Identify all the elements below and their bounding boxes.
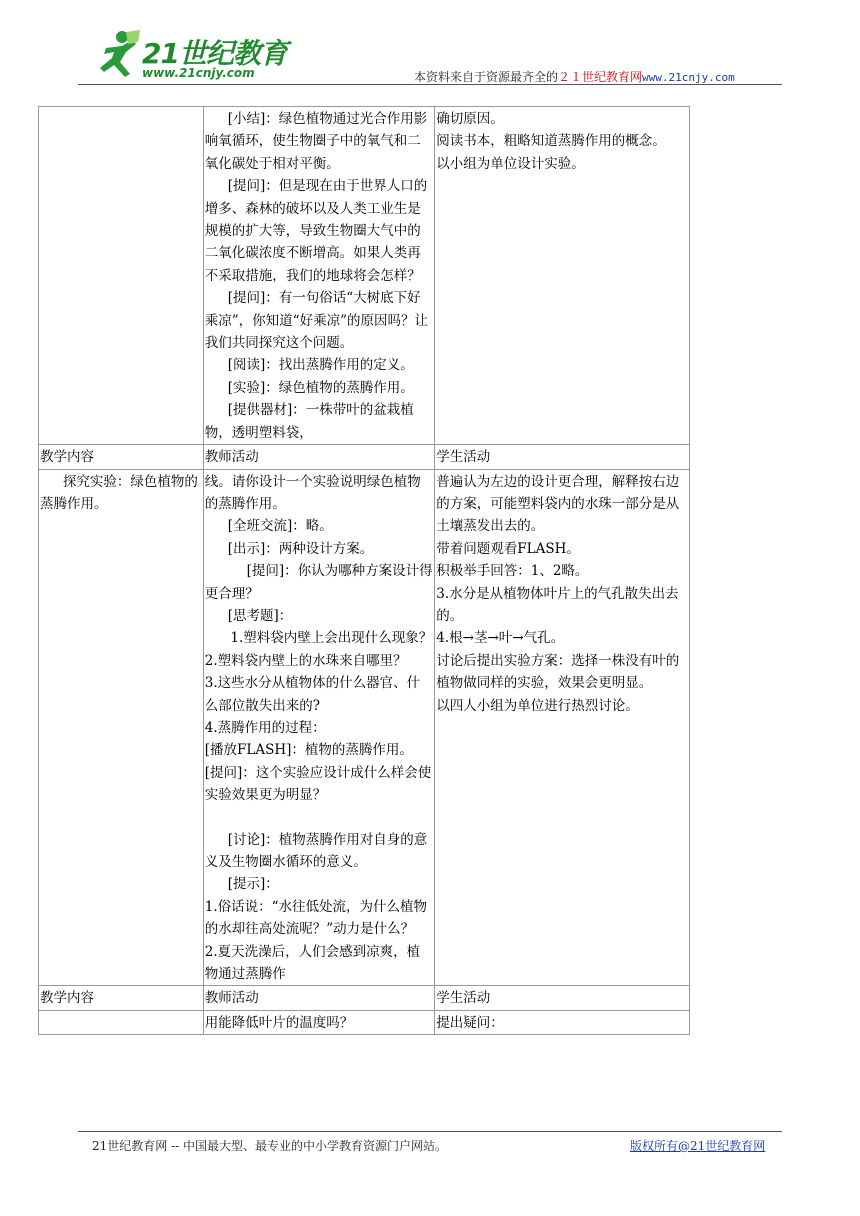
cell-paragraph: [思考题]：	[227, 607, 293, 624]
cell-paragraph: 3.水分是从植物体叶片上的气孔散失出去的。	[436, 585, 679, 624]
teaching-content-cell	[39, 469, 204, 986]
teaching-content-cell-header: 教学内容	[39, 445, 204, 469]
cell-paragraph: [提问]：你认为哪种方案设计得更合理？	[204, 563, 433, 602]
cell-paragraph: 4.蒸腾作用的过程：	[204, 719, 326, 736]
cell-paragraph: 提出疑问：	[436, 1014, 504, 1031]
table-row	[39, 107, 690, 445]
cell-paragraph: 讨论后提出实验方案：选择一株没有叶的植物做同样的实验，效果会更明显。	[436, 652, 680, 692]
student-activity-cell-header: 学生活动	[435, 445, 690, 469]
cell-paragraph: 积极举手回答：1、2略。	[436, 563, 589, 580]
cell-paragraph: [阅读]：找出蒸腾作用的定义。	[227, 357, 414, 374]
student-activity-cell	[435, 1010, 690, 1034]
header-divider	[78, 84, 782, 85]
teacher-activity-cell-header: 教师活动	[203, 445, 434, 469]
cell-paragraph: 2.夏天洗澡后，人们会感到凉爽，植物通过蒸腾作	[204, 943, 421, 983]
cell-paragraph: 用能降低叶片的温度吗？	[204, 1014, 354, 1031]
cell-paragraph: [全班交流]：略。	[227, 518, 333, 535]
cell-paragraph: [提供器材]：一株带叶的盆栽植物，透明塑料袋，	[204, 402, 414, 441]
footer-divider	[78, 1131, 782, 1132]
footer-copyright-link[interactable]: 版权所有@21世纪教育网	[630, 1139, 766, 1153]
cell-paragraph: [提问]：有一句俗话“大树底下好乘凉”，你知道“好乘凉”的原因吗？让我们共同探究这个问题。	[204, 290, 428, 352]
cell-paragraph: [提问]：但是现在由于世界人口的增多、森林的破坏以及人类工业生是规模的扩大等，导致生物圈大气中的二氧化碳浓度不断增高。如果人类再不采取措施，我们的地球将会怎样？	[204, 178, 428, 284]
table-header-row	[39, 445, 690, 469]
header-note-brand[interactable]: ２１世纪教育网	[558, 70, 643, 84]
cell-paragraph: 带着问题观看FLASH。	[436, 540, 580, 557]
cell-paragraph: 探究实验：绿色植物的蒸腾作用。	[40, 473, 198, 512]
teacher-activity-cell	[203, 469, 434, 986]
cell-paragraph: 1.塑料袋内壁上会出现什么现象？	[230, 630, 433, 647]
cell-paragraph: 4.根→茎→叶→气孔。	[436, 630, 565, 647]
cell-paragraph: 阅读书本，粗略知道蒸腾作用的概念。	[436, 133, 666, 150]
teacher-activity-cell-header: 教师活动	[203, 986, 434, 1010]
cell-paragraph: [提示]：	[227, 876, 279, 893]
cell-paragraph: [讨论]：植物蒸腾作用对自身的意义及生物圈水循环的意义。	[204, 831, 428, 870]
cell-paragraph: 2.塑料袋内壁上的水珠来自哪里？	[204, 652, 407, 669]
cell-paragraph: 普遍认为左边的设计更合理，解释按右边的方案，可能塑料袋内的水珠一部分是从土壤蒸发出去的。	[436, 473, 680, 535]
logo-text: 21世纪教育	[142, 37, 287, 70]
cell-paragraph: 以小组为单位设计实验。	[436, 155, 585, 172]
header-note	[414, 68, 735, 85]
cell-paragraph: 以四人小组为单位进行热烈讨论。	[436, 697, 639, 714]
cell-paragraph: [小结]：绿色植物通过光合作用影响氧循环，使生物圈子中的氧气和二氧化碳处于相对平衡。	[204, 111, 428, 172]
site-logo	[92, 28, 292, 84]
teaching-content-cell	[39, 1010, 204, 1034]
cell-paragraph: [出示]：两种设计方案。	[227, 540, 374, 557]
cell-paragraph: 1.俗话说：“水往低处流，为什么植物的水却往高处流呢？”动力是什么？	[204, 898, 428, 938]
lesson-plan-table	[38, 106, 690, 1035]
table-header-row	[39, 986, 690, 1010]
student-activity-cell	[435, 107, 690, 445]
cell-paragraph: 确切原因。	[436, 111, 504, 127]
table-row	[39, 1010, 690, 1034]
teacher-activity-cell	[203, 107, 434, 445]
header-note-prefix: 本资料来自于资源最齐全的	[414, 70, 559, 84]
cell-paragraph: [播放FLASH]：植物的蒸腾作用。	[204, 742, 413, 759]
cell-paragraph: 3.这些水分从植物体的什么器官、什么部位散失出来的?	[204, 675, 421, 714]
header-note-url[interactable]: www.21cnjy.com	[642, 71, 735, 84]
cell-paragraph: 线。请你设计一个实验说明绿色植物的蒸腾作用。	[204, 473, 421, 512]
teaching-content-cell-header: 教学内容	[39, 986, 204, 1010]
runner-icon	[92, 28, 144, 80]
student-activity-cell-header: 学生活动	[435, 986, 690, 1010]
student-activity-cell	[435, 469, 690, 986]
table-row	[39, 469, 690, 986]
cell-paragraph	[205, 807, 433, 829]
teaching-content-cell	[39, 107, 204, 445]
logo-url: www.21cnjy.com	[142, 66, 255, 80]
cell-paragraph: [提问]：这个实验应设计成什么样会使实验效果更为明显？	[204, 764, 432, 804]
teacher-activity-cell	[203, 1010, 434, 1034]
footer-slogan: 21世纪教育网 -- 中国最大型、最专业的中小学教育资源门户网站。	[92, 1139, 448, 1153]
cell-paragraph: [实验]：绿色植物的蒸腾作用。	[227, 379, 414, 396]
